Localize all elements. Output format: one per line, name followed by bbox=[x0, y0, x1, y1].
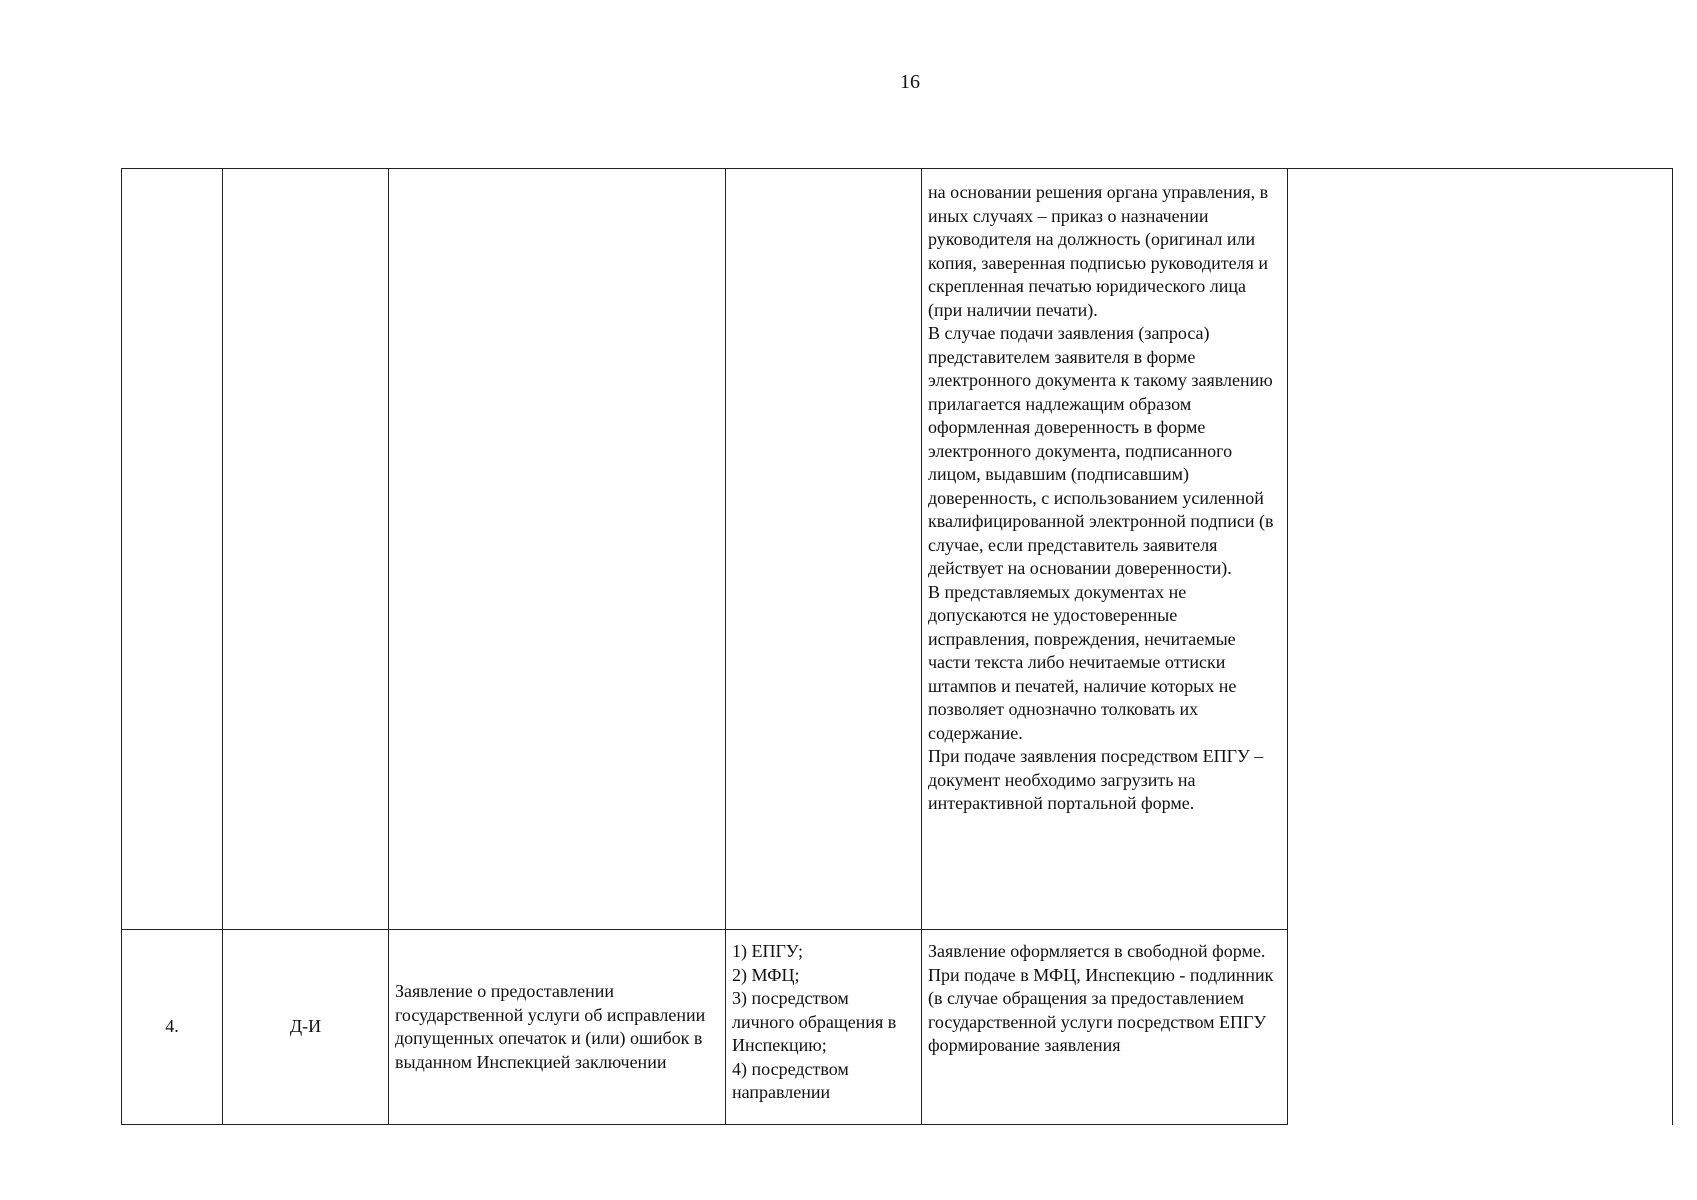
requirements-paragraph: В случае подачи заявления (запроса) представителем заявителя в форме электронного документа к такому заявлению прилагается надлежащим образом оформленная доверенность в форме электронного документа, подписанного лицом, выдавшим (подписавшим) доверенность, с использованием усиленной квалифицированной электронной подписи (в случае, если представитель заявителя действует на основании доверенности). bbox=[928, 323, 1274, 578]
cell-submission-methods bbox=[726, 930, 922, 1125]
cell-extra-empty bbox=[1288, 930, 1673, 1125]
page-number: 16 bbox=[900, 71, 920, 93]
requirements-paragraph: Заявление оформляется в свободной форме. bbox=[928, 941, 1266, 961]
cell-row-number: 4. bbox=[122, 930, 223, 1125]
cell-row-code: Д-И bbox=[223, 930, 389, 1125]
method-item: 4) посредством направлении bbox=[732, 1058, 849, 1102]
requirements-paragraph: При подаче заявления посредством ЕПГУ – документ необходимо загрузить на интерактивной портальной форме. bbox=[928, 746, 1264, 813]
cell-methods-empty bbox=[726, 169, 922, 930]
table-row-continuation bbox=[122, 169, 1673, 930]
cell-code-empty bbox=[223, 169, 389, 930]
cell-requirements bbox=[922, 930, 1288, 1125]
method-item: 2) МФЦ; bbox=[732, 964, 800, 985]
requirements-paragraph: В представляемых документах не допускаются не удостоверенные исправления, повреждения, нечитаемые части текста либо нечитаемые оттиски штампов и печатей, наличие которых не позволяет однозначно толковать их содержание. bbox=[928, 581, 1237, 743]
cell-document-name-empty bbox=[389, 169, 726, 930]
cell-extra-empty bbox=[1288, 169, 1673, 930]
method-item: 1) ЕПГУ; bbox=[732, 941, 803, 961]
table-row-4 bbox=[122, 930, 1673, 1125]
requirements-paragraph: При подаче в МФЦ, Инспекцию - подлинник (в случае обращения за предоставлением государственной услуги посредством ЕПГУ формирование заявления bbox=[928, 964, 1274, 1055]
document-table bbox=[121, 168, 1673, 1125]
requirements-paragraph: на основании решения органа управления, в иных случаях – приказ о назначении руководителя на должность (оригинал или копия, заверенная подписью руководителя и скрепленная печатью юридического лица (при наличии печати). bbox=[928, 182, 1269, 320]
cell-requirements-continuation bbox=[922, 169, 1288, 930]
cell-number-empty bbox=[122, 169, 223, 930]
cell-document-name: Заявление о предоставлении государственной услуги об исправлении допущенных опечаток и (или) ошибок в выданном Инспекцией заключении bbox=[389, 930, 726, 1125]
method-item: 3) посредством личного обращения в Инспекцию; bbox=[732, 988, 897, 1055]
